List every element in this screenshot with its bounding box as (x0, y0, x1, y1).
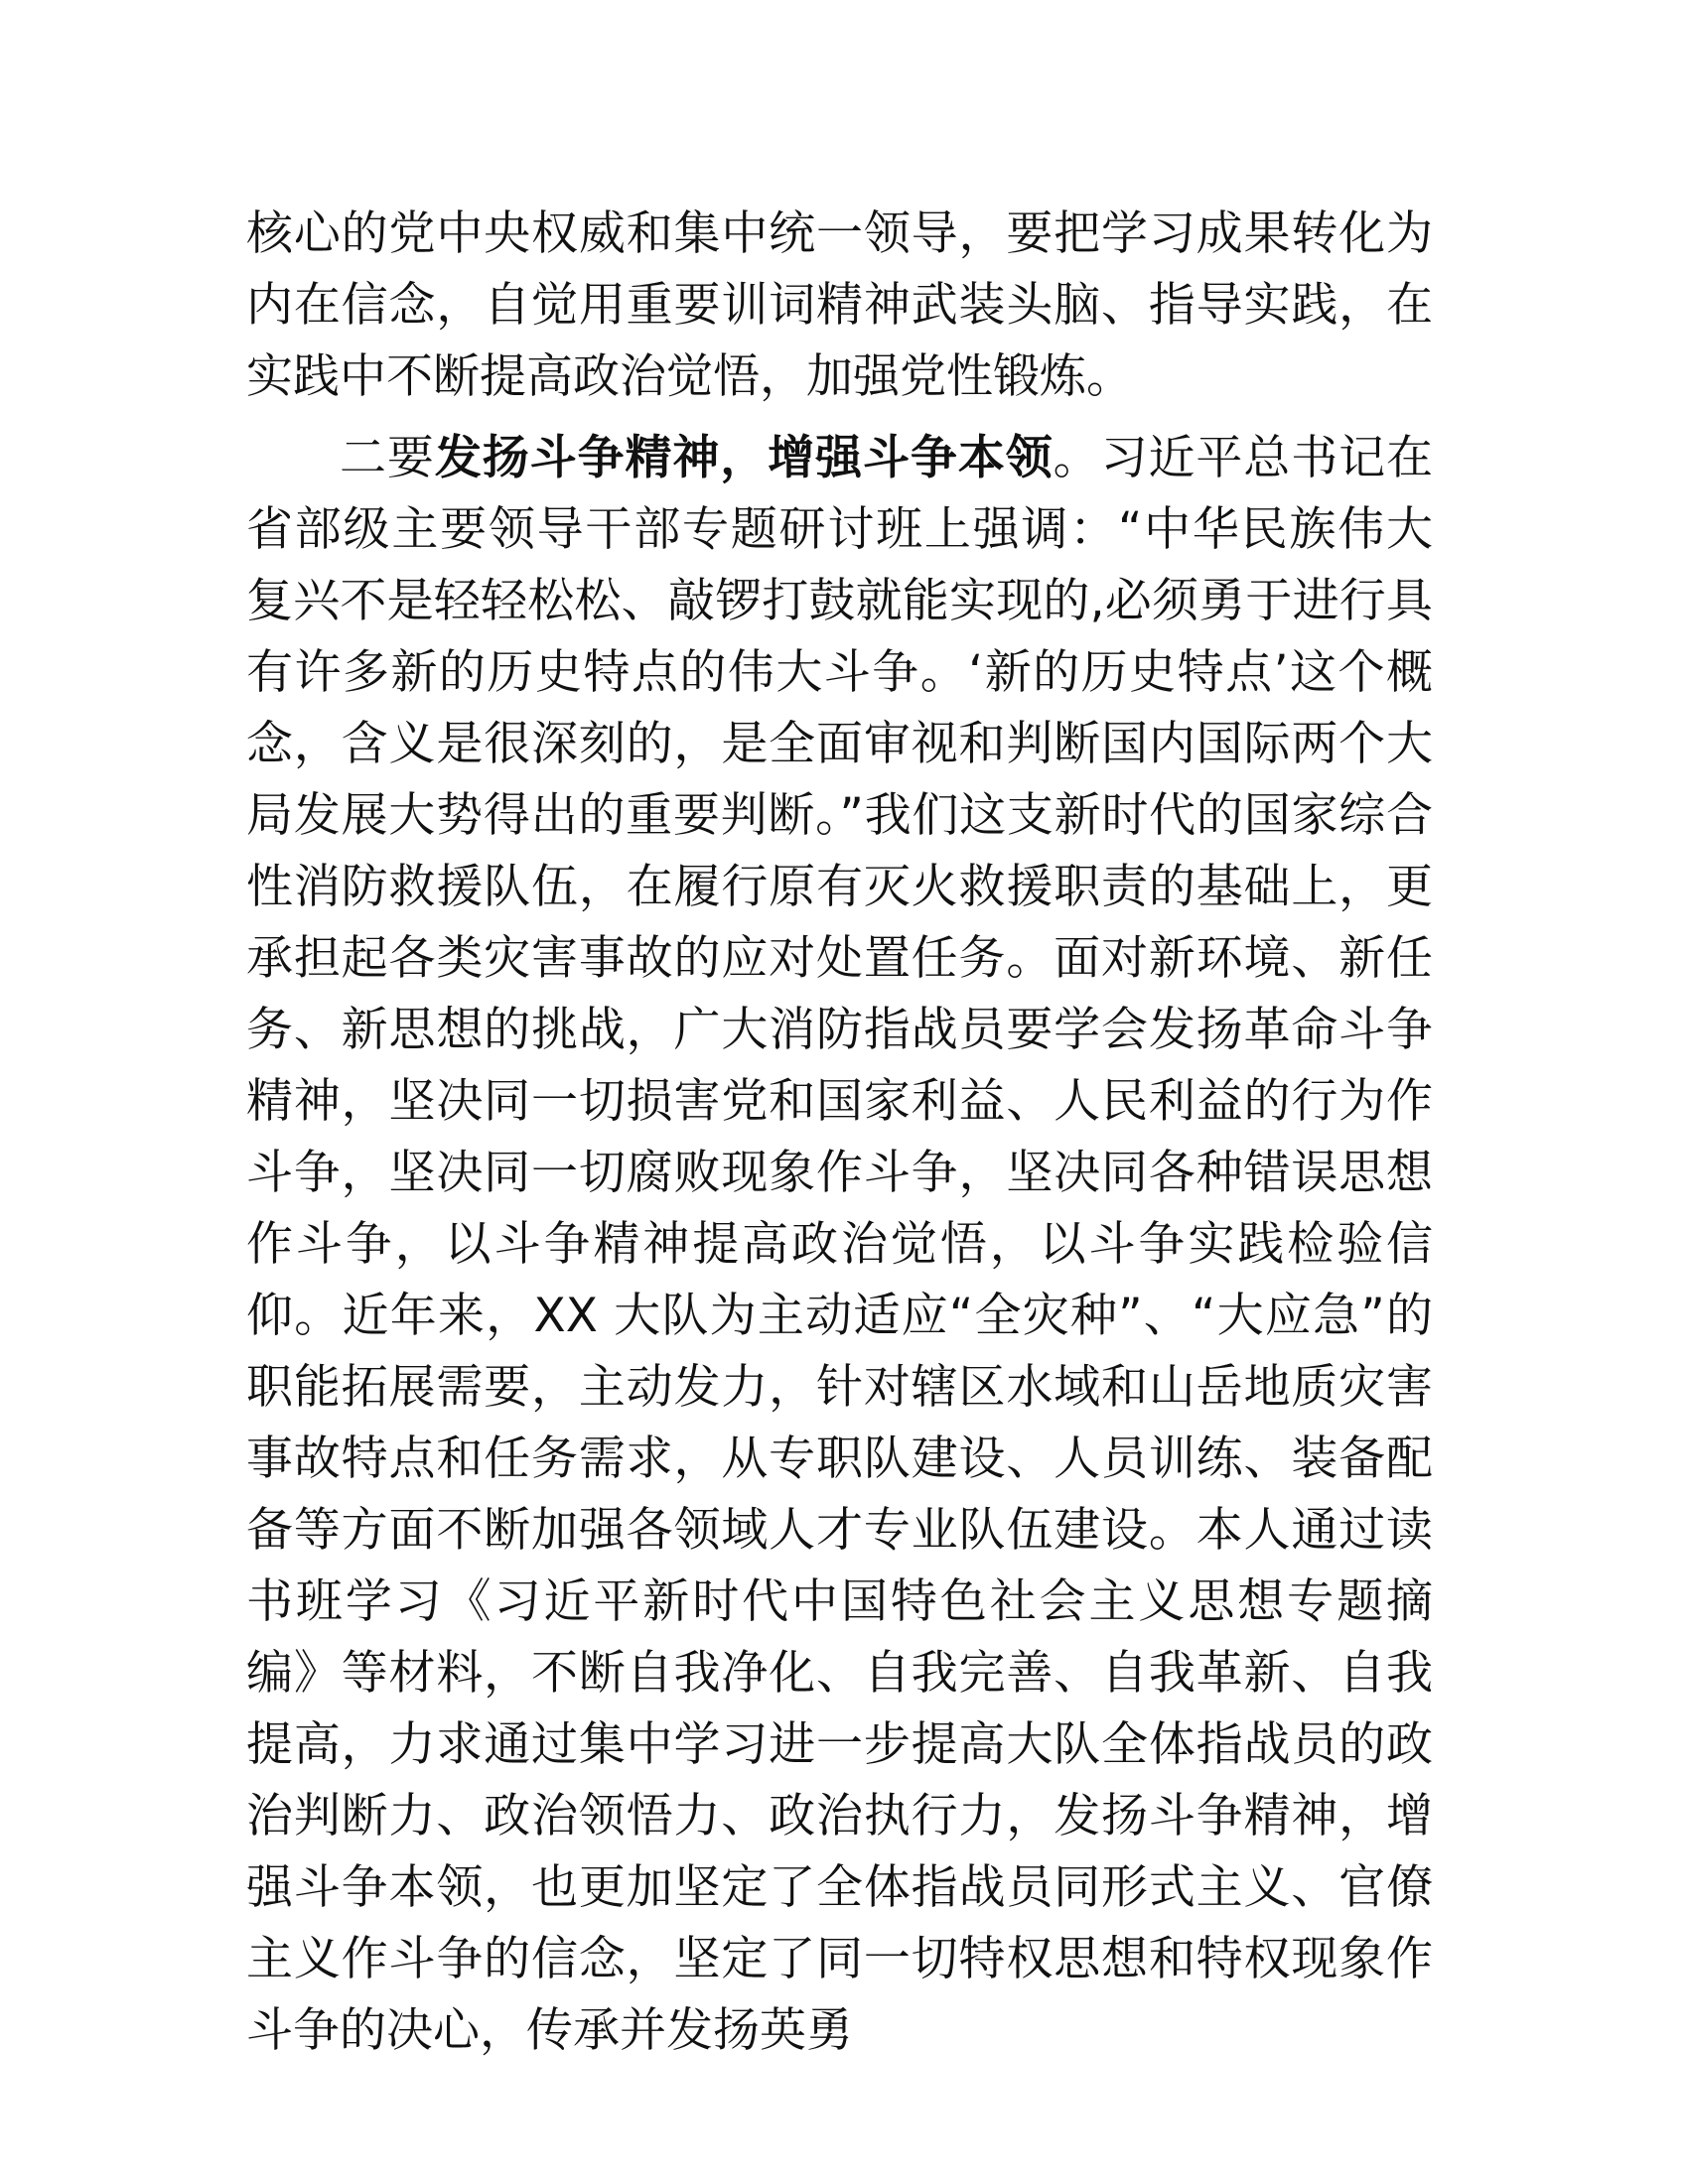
paragraph-section-two (246, 423, 1433, 2067)
paragraph-continuation: 核心的党中央权威和集中统一领导，要把学习成果转化为内在信念，自觉用重要训词精神武装头脑、指导实践，在实践中不断提高政治觉悟，加强党性锻炼。 (246, 206, 1433, 404)
document-body (246, 199, 1433, 2067)
section-body: 。习近平总书记在省部级主要领导干部专题研讨班上强调：“中华民族伟大复兴不是轻轻松松、敲锣打鼓就能实现的,必须勇于进行具有许多新的历史特点的伟大斗争。‘新的历史特点’这个概念，含义是很深刻的，是全面审视和判断国内国际两个大局发展大势得出的重要判断。”我们这支新时代的国家综合性消防救援队伍，在履行原有灭火救援职责的基础上，更承担起各类灾害事故的应对处置任务。面对新环境、新任务、新思想的挑战，广大消防指战员要学会发扬革命斗争精神，坚决同一切损害党和国家利益、人民利益的行为作斗争，坚决同一切腐败现象作斗争，坚决同各种错误思想作斗争，以斗争精神提高政治觉悟，以斗争实践检验信仰。近年来，XX 大队为主动适应“全灾种”、“大应急”的职能拓展需要，主动发力，针对辖区水域和山岳地质灾害事故特点和任务需求，从专职队建设、人员训练、装备配备等方面不断加强各领域人才专业队伍建设。本人通过读书班学习《习近平新时代中国特色社会主义思想专题摘编》等材料，不断自我净化、自我完善、自我革新、自我提高，力求通过集中学习进一步提高大队全体指战员的政治判断力、政治领悟力、政治执行力，发扬斗争精神，增强斗争本领，也更加坚定了全体指战员同形式主义、官僚主义作斗争的信念，坚定了同一切特权思想和特权现象作斗争的决心，传承并发扬英勇 (246, 431, 1434, 2058)
section-lead: 二要 (340, 431, 435, 485)
section-heading: 发扬斗争精神，增强斗争本领 (434, 431, 1054, 485)
